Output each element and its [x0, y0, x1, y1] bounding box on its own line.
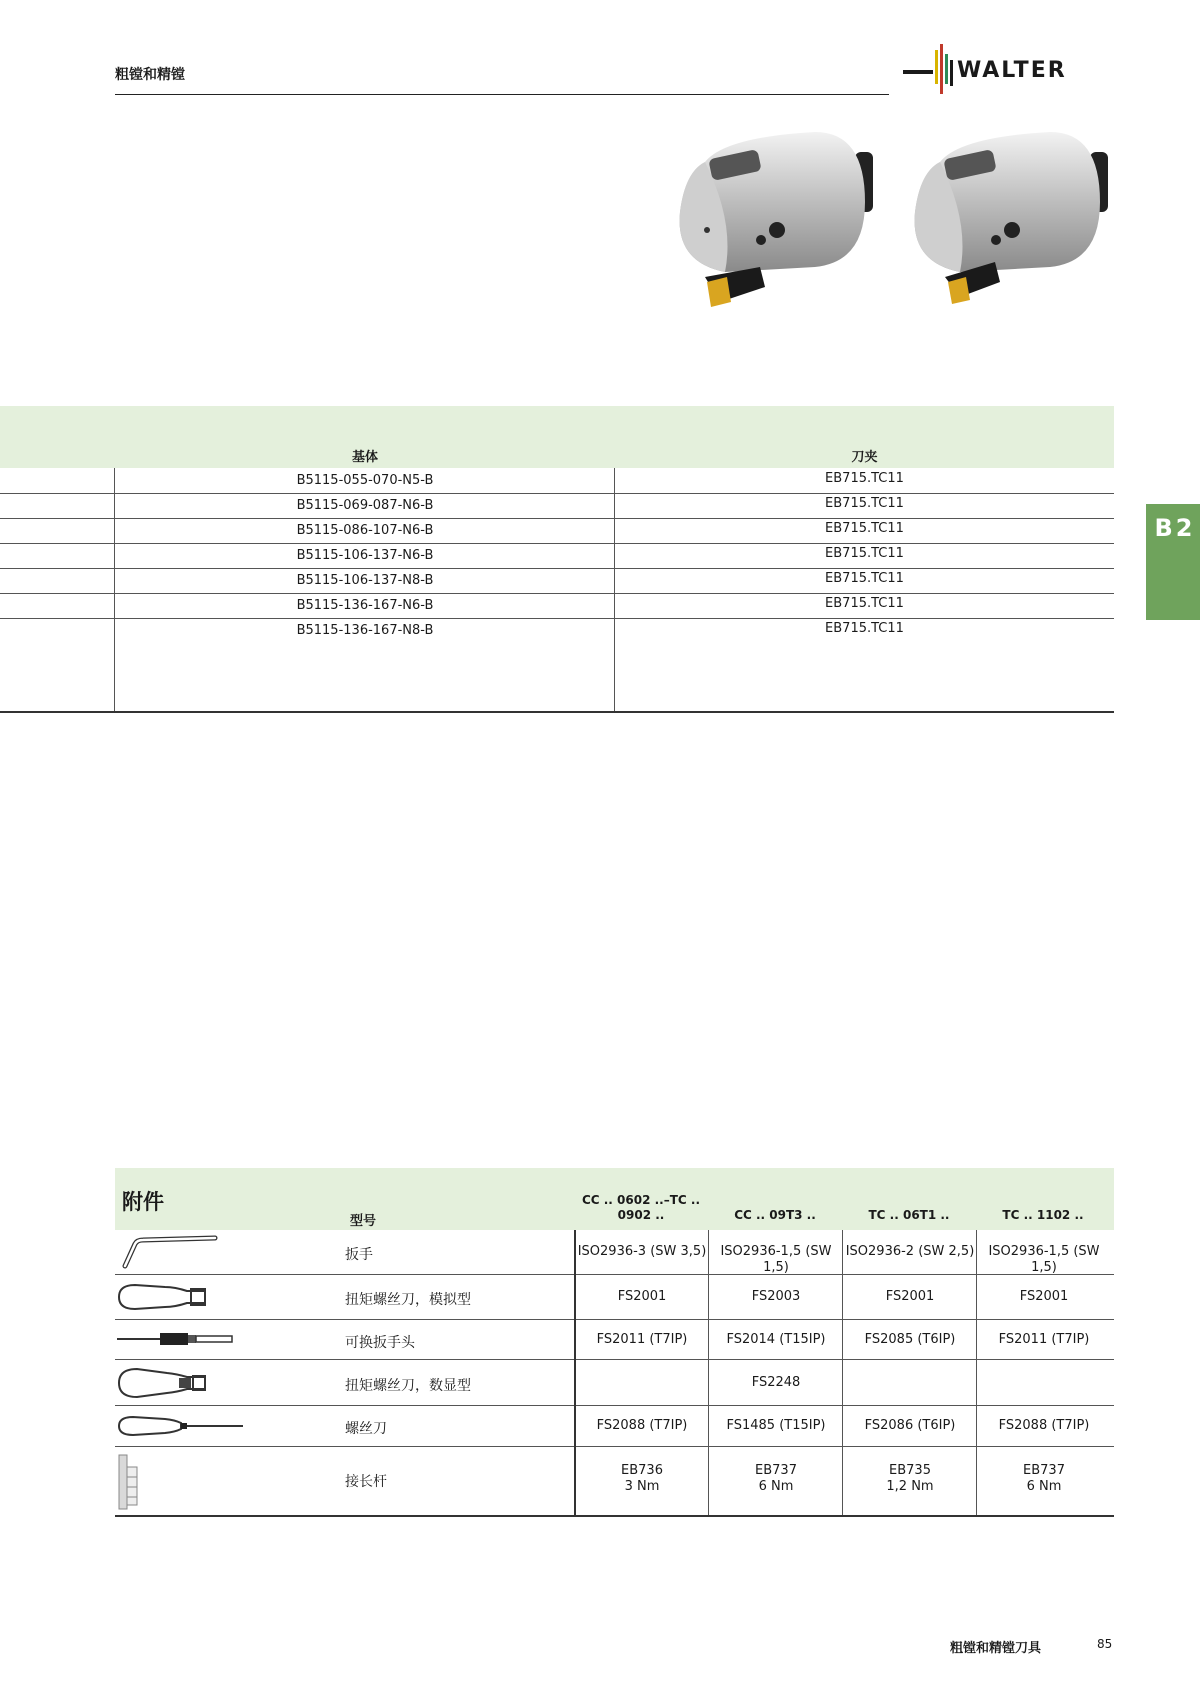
- table-divider: [574, 1230, 576, 1516]
- page-header-title: 粗镗和精镗: [115, 67, 185, 83]
- table-divider: [842, 1230, 843, 1516]
- accessory-name: 扳手: [345, 1247, 373, 1263]
- cell-value: FS2011 (T7IP): [998, 1332, 1090, 1347]
- table-divider: [708, 1230, 709, 1516]
- accessory-name: 扭矩螺丝刀，数显型: [345, 1378, 471, 1394]
- cell-value: [843, 1463, 977, 1495]
- table-row: [0, 593, 1114, 619]
- page-number: 85: [1097, 1637, 1113, 1651]
- cell-value: [709, 1463, 843, 1495]
- cell-holder: EB715.TC11: [825, 571, 904, 586]
- model-label: 型号: [350, 1214, 377, 1229]
- cell-holder: EB715.TC11: [825, 596, 904, 611]
- cell-value: FS2088 (T7IP): [998, 1418, 1090, 1433]
- cell-value: ISO2936-1,5 (SW 1,5): [988, 1244, 1100, 1275]
- cell-line: EB737: [1023, 1463, 1065, 1478]
- cell-base-body: B5115-106-137-N6-B: [296, 548, 434, 563]
- cell-base-body: B5115-106-137-N8-B: [296, 573, 434, 588]
- cell-value: FS2001: [617, 1289, 667, 1304]
- accessory-name: 可换扳手头: [345, 1335, 415, 1351]
- cell-base-body: B5115-136-167-N6-B: [296, 598, 434, 613]
- boring-head-image-1: [665, 112, 880, 322]
- accessory-name: 扭矩螺丝刀，模拟型: [345, 1292, 471, 1308]
- cell-holder: EB715.TC11: [825, 521, 904, 536]
- cell-base-body: B5115-086-107-N6-B: [296, 523, 434, 538]
- cell-value: ISO2936-1,5 (SW 1,5): [720, 1244, 832, 1275]
- cell-base-body: B5115-055-070-N5-B: [296, 473, 434, 488]
- table-bottom-rule: [0, 711, 1114, 713]
- table-row: [115, 1320, 1114, 1360]
- table-row: [115, 1360, 1114, 1406]
- table-divider: [976, 1230, 977, 1516]
- accessory-name: 接长杆: [345, 1474, 387, 1490]
- cell-value: ISO2936-2 (SW 2,5): [845, 1244, 975, 1259]
- cell-base-body: B5115-069-087-N6-B: [296, 498, 434, 513]
- boring-head-image-2: [900, 112, 1115, 322]
- cell-value: FS2001: [885, 1289, 935, 1304]
- table-bottom-rule: [115, 1515, 1114, 1517]
- table-divider: [114, 468, 115, 712]
- cell-holder: EB715.TC11: [825, 621, 904, 636]
- cell-holder: EB715.TC11: [825, 496, 904, 511]
- cell-value: [575, 1463, 709, 1495]
- table-row: [115, 1275, 1114, 1320]
- table-row: [115, 1230, 1114, 1275]
- torque-screwdriver-digital-icon: [115, 1365, 225, 1401]
- table-row: [115, 1406, 1114, 1447]
- walter-logo: [903, 42, 1113, 96]
- column-header: [574, 1193, 708, 1223]
- table-row: [0, 468, 1114, 494]
- hex-key-icon: [115, 1230, 225, 1274]
- exchangeable-blade-icon: [115, 1328, 235, 1350]
- cell-value: FS2088 (T7IP): [596, 1418, 688, 1433]
- cell-value: ISO2936-3 (SW 3,5): [577, 1244, 707, 1259]
- header-base-body: 基体: [351, 450, 378, 465]
- cell-value: FS1485 (T15IP): [726, 1418, 826, 1433]
- cell-holder: EB715.TC11: [825, 546, 904, 561]
- table-row: [0, 543, 1114, 569]
- column-header-line: CC .. 09T3 ..: [734, 1208, 816, 1222]
- logo-text: WALTER: [957, 58, 1067, 83]
- column-header-line: 0902 ..: [617, 1208, 665, 1222]
- cell-value: FS2001: [1019, 1289, 1069, 1304]
- cell-line: 6 Nm: [758, 1479, 794, 1494]
- cell-line: 1,2 Nm: [886, 1479, 934, 1494]
- cell-line: EB735: [889, 1463, 931, 1478]
- table-row: [0, 618, 1114, 711]
- table-row: [0, 568, 1114, 594]
- screwdriver-icon: [115, 1414, 245, 1438]
- header-rule: [115, 94, 889, 95]
- cell-value: FS2014 (T15IP): [726, 1332, 826, 1347]
- extension-bar-icon: [115, 1451, 145, 1511]
- cell-holder: EB715.TC11: [825, 471, 904, 486]
- main-table-header: [0, 406, 1114, 468]
- column-header-line: TC .. 1102 ..: [1002, 1208, 1084, 1222]
- cell-value: FS2011 (T7IP): [596, 1332, 688, 1347]
- torque-screwdriver-analog-icon: [115, 1279, 225, 1315]
- section-tab-b2[interactable]: B2: [1146, 504, 1200, 620]
- cell-value: FS2003: [751, 1289, 801, 1304]
- cell-base-body: B5115-136-167-N8-B: [296, 623, 434, 638]
- table-row: [115, 1447, 1114, 1515]
- accessory-name: 螺丝刀: [345, 1421, 387, 1437]
- cell-value: FS2248: [751, 1375, 801, 1390]
- column-header-line: TC .. 06T1 ..: [868, 1208, 950, 1222]
- cell-line: 3 Nm: [624, 1479, 660, 1494]
- table-row: [0, 493, 1114, 519]
- cell-line: EB737: [755, 1463, 797, 1478]
- header-holder: 刀夹: [851, 450, 878, 465]
- column-header-line: CC .. 0602 ..–TC ..: [581, 1193, 701, 1207]
- table-row: [0, 518, 1114, 544]
- column-header: [976, 1208, 1110, 1223]
- column-header: [708, 1208, 842, 1223]
- cell-value: [977, 1463, 1111, 1495]
- footer-title: 粗镗和精镗刀具: [950, 1641, 1042, 1656]
- cell-value: FS2085 (T6IP): [864, 1332, 956, 1347]
- cell-line: 6 Nm: [1026, 1479, 1062, 1494]
- cell-value: FS2086 (T6IP): [864, 1418, 956, 1433]
- table-divider: [614, 468, 615, 712]
- cell-line: EB736: [621, 1463, 663, 1478]
- column-header: [842, 1208, 976, 1223]
- accessories-title: 附件: [122, 1190, 164, 1214]
